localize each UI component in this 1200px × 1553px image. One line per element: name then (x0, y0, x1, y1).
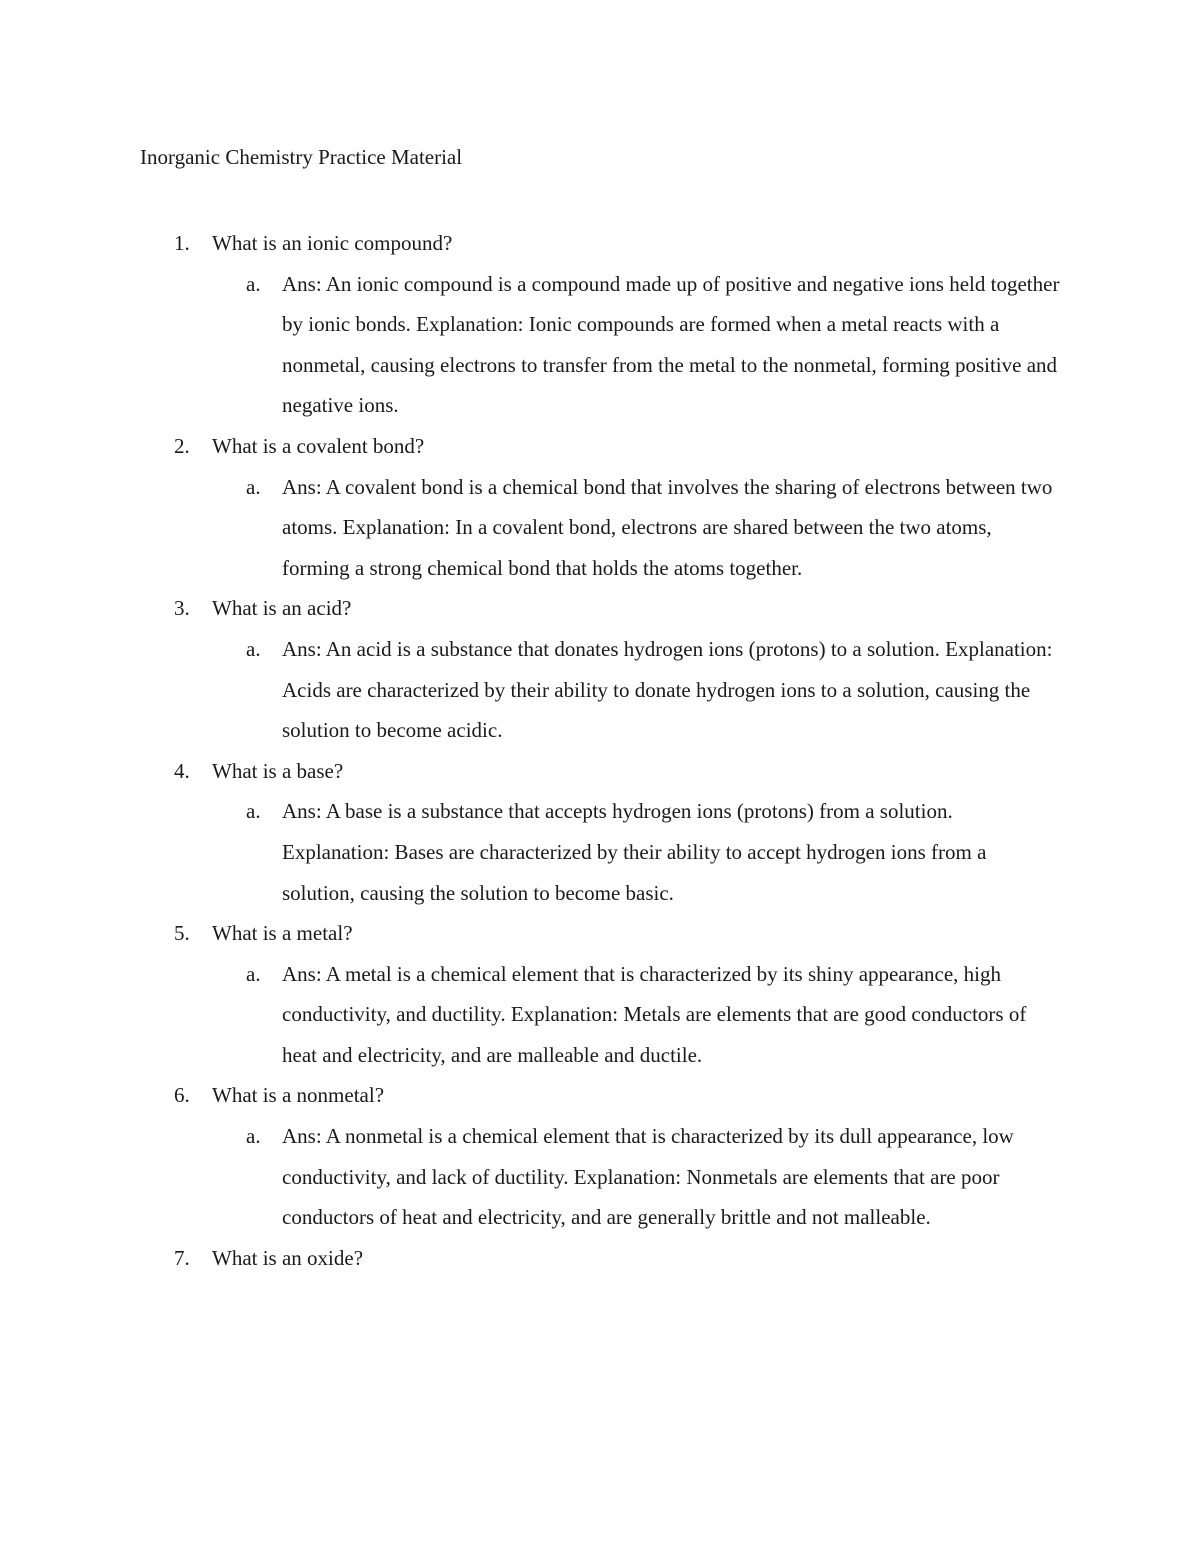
answer-letter: a. (246, 799, 261, 824)
question-number: 1. (174, 231, 190, 255)
question-text: What is an acid? (212, 596, 352, 621)
question-item (140, 588, 1080, 750)
question-line (140, 1075, 1080, 1116)
answer-text: Ans: A nonmetal is a chemical element that is characterized by its dull appearance, low conductivity, and lack of ductility. Explanation: Nonmetals are elements that are poor conductors of heat and electricity, and are generally brittle and not malleable. (282, 1124, 1014, 1230)
answer-letter: a. (246, 1124, 261, 1149)
question-text: What is an ionic compound? (212, 231, 453, 255)
document-title: Inorganic Chemistry Practice Material (140, 145, 463, 169)
question-line (140, 223, 1080, 264)
question-item (140, 1075, 1080, 1237)
answer-text: Ans: An acid is a substance that donates hydrogen ions (protons) to a solution. Explanation: Acids are characterized by their ability to donate hydrogen ions to a solution, causing the solution to become acidic. (282, 636, 1053, 743)
answer-list (140, 1116, 1080, 1238)
answer-item (140, 264, 1062, 426)
answer-item (140, 954, 1062, 1076)
question-line (140, 426, 1080, 467)
question-number: 4. (174, 758, 190, 783)
question-text: What is a metal? (212, 921, 353, 946)
question-number: 5. (174, 921, 190, 946)
question-line (140, 751, 1080, 792)
question-number: 2. (174, 433, 190, 458)
question-number: 7. (174, 1245, 190, 1270)
answer-letter: a. (246, 474, 261, 499)
question-item (140, 426, 1080, 588)
answer-letter: a. (246, 961, 261, 986)
answer-item (140, 791, 1062, 913)
answer-text: Ans: A covalent bond is a chemical bond that involves the sharing of electrons between two atoms. Explanation: In a covalent bond, electrons are shared between the two atoms, forming a strong chemical bond that holds the atoms together. (282, 474, 1053, 580)
answer-letter: a. (246, 271, 261, 296)
answer-letter: a. (246, 636, 261, 661)
answer-list (140, 467, 1080, 589)
answer-item (140, 1116, 1062, 1238)
question-text: What is a nonmetal? (212, 1083, 385, 1108)
question-item (140, 751, 1080, 913)
answer-list (140, 264, 1080, 426)
question-line (140, 588, 1080, 629)
question-item (140, 913, 1080, 1075)
question-item (140, 223, 1080, 426)
question-number: 3. (174, 596, 190, 621)
answer-list (140, 629, 1080, 751)
question-text: What is an oxide? (212, 1245, 364, 1270)
answer-text: Ans: An ionic compound is a compound made up of positive and negative ions held together by ionic bonds. Explanation: Ionic compounds are formed when a metal reacts with a nonmetal, causing electrons to transfer from the metal to the nonmetal, forming positive and negative ions. (282, 271, 1060, 418)
answer-list (140, 791, 1080, 913)
question-text: What is a covalent bond? (212, 433, 425, 458)
answer-text: Ans: A metal is a chemical element that is characterized by its shiny appearance, high conductivity, and ductility. Explanation: Metals are elements that are good conductors of heat and electricity, and are malleable and ductile. (282, 961, 1027, 1067)
answer-item (140, 629, 1062, 751)
question-number: 6. (174, 1083, 190, 1108)
question-line (140, 1238, 1080, 1279)
question-text: What is a base? (212, 758, 344, 783)
question-line (140, 913, 1080, 954)
answer-list (140, 954, 1080, 1076)
answer-item (140, 467, 1062, 589)
answer-text: Ans: A base is a substance that accepts hydrogen ions (protons) from a solution. Explanation: Bases are characterized by their ability to accept hydrogen ions from a solution, causing the solution to become basic. (282, 799, 987, 905)
question-list (140, 223, 1080, 1278)
question-item (140, 1238, 1080, 1279)
